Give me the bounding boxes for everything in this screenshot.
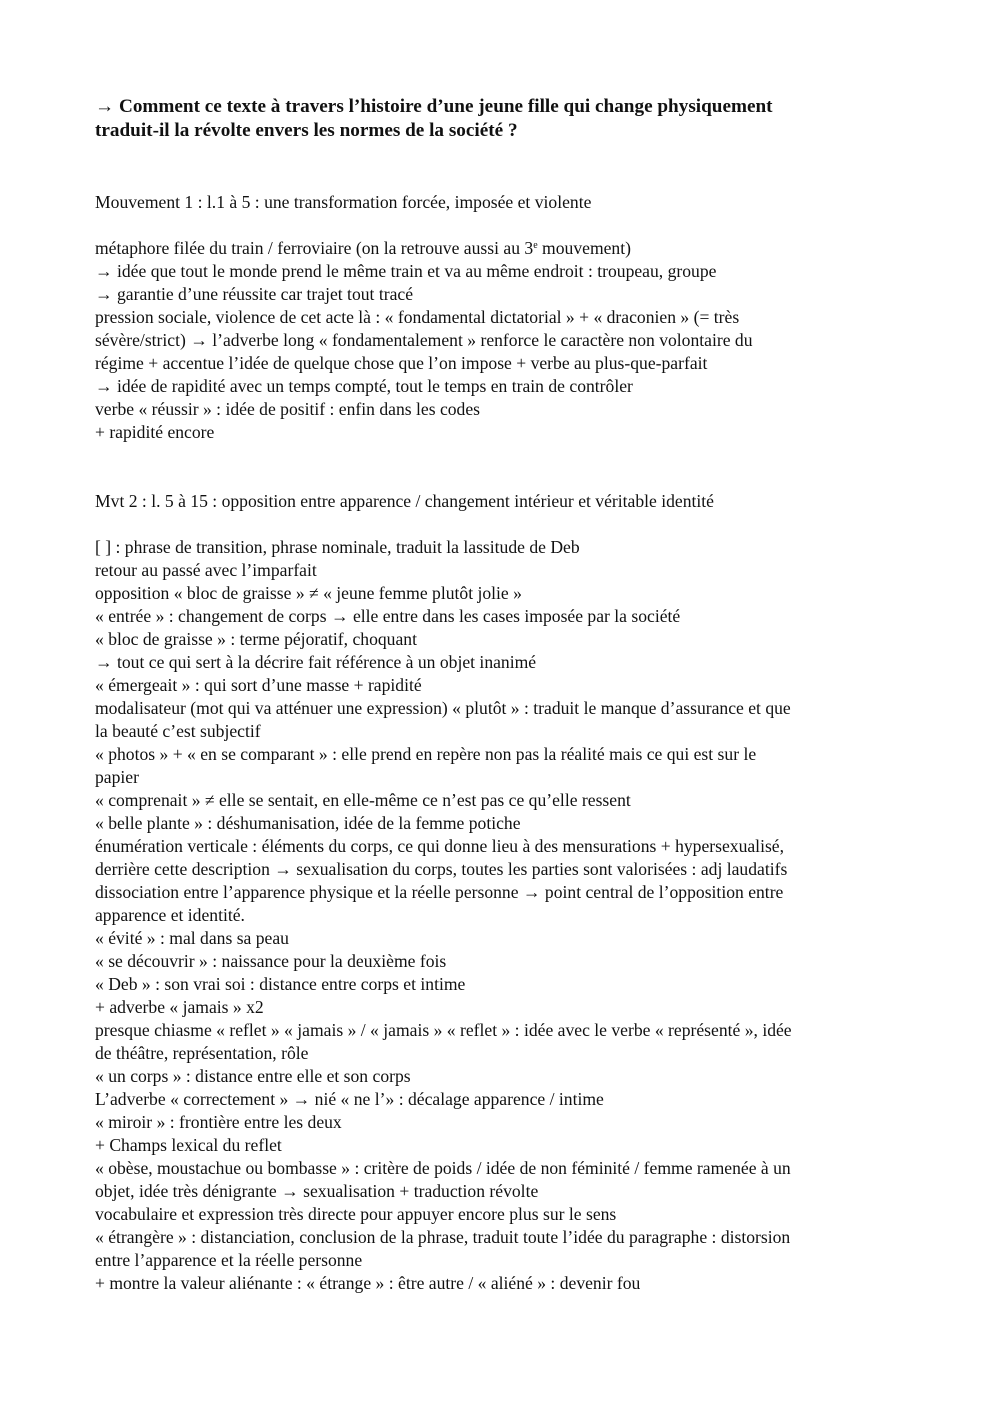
note-line: objet, idée très dénigrante → sexualisation + traduction révolte	[95, 1181, 539, 1201]
note-line: « un corps » : distance entre elle et son corps	[95, 1066, 411, 1086]
note-line: opposition « bloc de graisse » ≠ « jeune femme plutôt jolie »	[95, 583, 522, 603]
note-line: « miroir » : frontière entre les deux	[95, 1112, 342, 1132]
note-line: presque chiasme « reflet » « jamais » / « jamais » « reflet » : idée avec le verbe « représenté », idée	[95, 1020, 792, 1040]
note-line: entre l’apparence et la réelle personne	[95, 1250, 363, 1270]
note-line: énumération verticale : éléments du corps, ce qui donne lieu à des mensurations + hypersexualisé,	[95, 836, 785, 856]
note-line: « évité » : mal dans sa peau	[95, 928, 289, 948]
note-line: verbe « réussir » : idée de positif : enfin dans les codes	[95, 399, 481, 419]
note-line: métaphore filée du train / ferroviaire (on la retrouve aussi au 3e mouvement)	[95, 238, 631, 258]
note-line: + rapidité encore	[95, 422, 215, 442]
note-line: vocabulaire et expression très directe pour appuyer encore plus sur le sens	[95, 1204, 617, 1224]
document-title	[95, 95, 915, 143]
note-line: la beauté c’est subjectif	[95, 721, 261, 741]
superscript: e	[533, 240, 538, 251]
note-line: → idée de rapidité avec un temps compté, tout le temps en train de contrôler	[95, 376, 633, 396]
movement-2-heading: Mvt 2 : l. 5 à 15 : opposition entre apparence / changement intérieur et véritable identité	[95, 491, 714, 511]
note-line: sévère/strict) → l’adverbe long « fondamentalement » renforce le caractère non volontaire du	[95, 330, 753, 350]
note-line: → idée que tout le monde prend le même train et va au même endroit : troupeau, groupe	[95, 261, 717, 281]
note-line: « bloc de graisse » : terme péjoratif, choquant	[95, 629, 417, 649]
note-line: régime + accentue l’idée de quelque chose que l’on impose + verbe au plus-que-parfait	[95, 353, 708, 373]
title-line-1: → Comment ce texte à travers l’histoire d’une jeune fille qui change physiquement	[95, 96, 773, 117]
note-line: papier	[95, 767, 139, 787]
note-line: + montre la valeur aliénante : « étrange » : être autre / « aliéné » : devenir fou	[95, 1273, 641, 1293]
note-line: retour au passé avec l’imparfait	[95, 560, 317, 580]
note-line: « comprenait » ≠ elle se sentait, en elle-même ce n’est pas ce qu’elle ressent	[95, 790, 631, 810]
note-line: + Champs lexical du reflet	[95, 1135, 282, 1155]
note-line: modalisateur (mot qui va atténuer une expression) « plutôt » : traduit le manque d’assurance et que	[95, 698, 791, 718]
note-line: « belle plante » : déshumanisation, idée de la femme potiche	[95, 813, 521, 833]
note-line: + adverbe « jamais » x2	[95, 997, 264, 1017]
note-line: « entrée » : changement de corps → elle entre dans les cases imposée par la société	[95, 606, 681, 626]
note-line: dissociation entre l’apparence physique et la réelle personne → point central de l’opposition entre	[95, 882, 784, 902]
note-line: [ ] : phrase de transition, phrase nominale, traduit la lassitude de Deb	[95, 537, 580, 557]
note-line: L’adverbe « correctement » → nié « ne l’» : décalage apparence / intime	[95, 1089, 604, 1109]
note-line: « émergeait » : qui sort d’une masse + rapidité	[95, 675, 422, 695]
title-line-2: traduit-il la révolte envers les normes de la société ?	[95, 120, 518, 141]
note-line: derrière cette description → sexualisation du corps, toutes les parties sont valorisées : adj laudatifs	[95, 859, 788, 879]
note-line: de théâtre, représentation, rôle	[95, 1043, 309, 1063]
note-line: → tout ce qui sert à la décrire fait référence à un objet inanimé	[95, 652, 537, 672]
note-line: « obèse, moustachue ou bombasse » : critère de poids / idée de non féminité / femme ramenée à un	[95, 1158, 791, 1178]
note-line: « se découvrir » : naissance pour la deuxième fois	[95, 951, 447, 971]
note-line: « photos » + « en se comparant » : elle prend en repère non pas la réalité mais ce qui est sur le	[95, 744, 757, 764]
movement-1-heading: Mouvement 1 : l.1 à 5 : une transformation forcée, imposée et violente	[95, 192, 592, 212]
note-line: apparence et identité.	[95, 905, 245, 925]
note-line: « étrangère » : distanciation, conclusion de la phrase, traduit toute l’idée du paragraphe : distorsion	[95, 1227, 791, 1247]
note-line: « Deb » : son vrai soi : distance entre corps et intime	[95, 974, 466, 994]
note-line: pression sociale, violence de cet acte là : « fondamental dictatorial » + « draconien » (= très	[95, 307, 740, 327]
note-line: → garantie d’une réussite car trajet tout tracé	[95, 284, 414, 304]
